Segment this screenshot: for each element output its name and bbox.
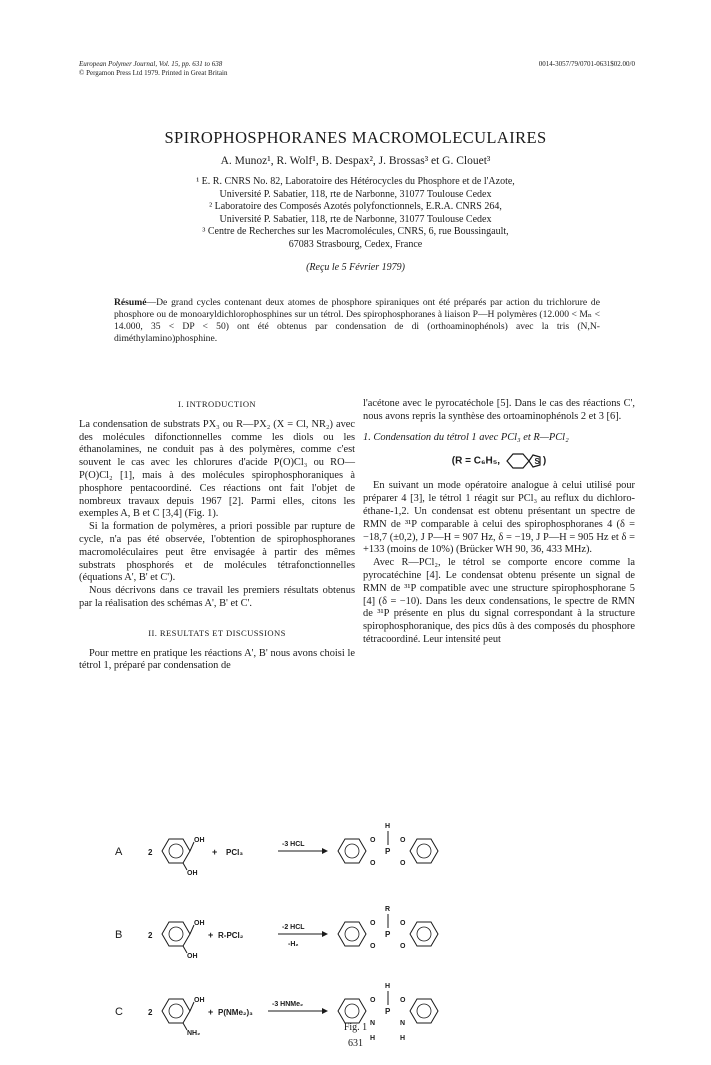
affiliation-line: 67083 Strasbourg, Cedex, France (288, 238, 423, 250)
section-heading-intro: I. INTRODUCTION (177, 399, 257, 409)
intro-paragraph-1: La condensation de substrats PX₃ ou R—PX₂ (X = Cl, NR₂) avec des molécules difonctionnelles comme les diols ou les éthanolamines, ne conduit pas à des polymères, comme c'est souvent le cas avec les chlorures d'acide P(O)Cl₃ ou RO—P(O)Cl₂ [1], mais à des molécules spirophosphoraniques à phosphore pentacoordiné. Ces réactions ont fait l'objet de nombreux travaux depuis 1967 [2]. Parmi elles, citons les exemples A, B et C [3,4] (Fig. 1). (79, 418, 355, 520)
svg-text:PCl₃: PCl₃ (226, 848, 244, 857)
scheme-row-c (115, 983, 438, 1042)
scheme-row-a (115, 823, 438, 877)
thiophene-ring-icon (503, 452, 543, 470)
svg-text:S: S (534, 457, 540, 467)
affiliation-line: ² Laboratoire des Composés Azotés polyfonctionnels, E.R.A. CNRS 264, (209, 201, 502, 213)
svg-text:P: P (385, 1007, 391, 1016)
affiliation-line: Université P. Sabatier, 118, rte de Narbonne, 31077 Toulouse Cedex (219, 188, 492, 200)
svg-text:R-PCl₂: R-PCl₂ (218, 931, 244, 940)
svg-text:O: O (370, 837, 376, 844)
svg-text:P: P (385, 930, 391, 939)
right-paragraph-1: En suivant un mode opératoire analogue à celui utilisé pour préparer 4 [3], le tétrol 1 réagit sur PCl₃ au reflux du dichloro-éthane-1,2. Un condensat est obtenu présentant un spectre de RMN de ³¹P comparable à celui des spirophosphoranes 4 (δ = −18,7 (±0,2), J P—H = 907 Hz, δ = −19, J P—H = 905 Hz et δ = +133 (moins de 10%) (Brücker WH 90, 36, 433 MHz). (363, 480, 635, 556)
svg-text:OH: OH (194, 997, 205, 1004)
affiliation-line: Université P. Sabatier, 118, rte de Narbonne, 31077 Toulouse Cedex (219, 213, 492, 225)
svg-text:OH: OH (194, 837, 205, 844)
subsection-heading: 1. Condensation du tétrol 1 avec PCl₃ et R—PCl₂ (363, 431, 569, 443)
scheme-row-b (115, 906, 438, 960)
abstract-text: —De grand cycles contenant deux atomes de phosphore spiraniques ont été préparés par action du trichlorure de phosphore ou de monoaryldichlorophosphines sur un tétrol. Des spirophosphoranes à liaison P—H polymères (12.000 < Mₙ < 14.000, 35 < DP < 50) ont été obtenus par condensation de di (orthoaminophénols) avec la tris (N,N-diméthylamino)phosphine. (114, 297, 600, 344)
svg-text:O: O (400, 920, 406, 927)
svg-text:OH: OH (187, 870, 198, 877)
svg-text:+: + (208, 930, 214, 940)
svg-text:P(NMe₂)₃: P(NMe₂)₃ (218, 1008, 253, 1017)
left-column (79, 398, 355, 673)
svg-text:A: A (115, 846, 123, 858)
svg-text:-3 HNMe₂: -3 HNMe₂ (272, 1001, 304, 1008)
svg-text:H: H (385, 823, 391, 830)
svg-text:O: O (400, 860, 406, 867)
abstract-label: Résumé (114, 297, 147, 308)
svg-text:+: + (212, 847, 218, 857)
figure-caption: Fig. 1 (343, 1022, 368, 1033)
svg-text:C: C (115, 1006, 123, 1018)
intro-paragraph-3: Nous décrivons dans ce travail les premiers résultats obtenus par la réalisation des schémas A', B' et C'. (79, 585, 355, 609)
svg-text:H: H (385, 983, 391, 990)
received-date: (Reçu le 5 Février 1979) (306, 262, 405, 273)
svg-text:P: P (385, 847, 391, 856)
svg-text:H: H (400, 1035, 406, 1042)
page-number: 631 (348, 1038, 363, 1049)
svg-text:-2 HCL: -2 HCL (282, 924, 305, 931)
article-code: 0014-3057/79/0701-0631$02.00/0 (538, 60, 635, 68)
affiliation-line: ³ Centre de Recherches sur les Macromolécules, CNRS, 6, rue Boussingault, (202, 226, 509, 238)
svg-text:O: O (370, 997, 376, 1004)
paper-title: SPIROPHOSPHORANES MACROMOLECULAIRES (164, 128, 547, 147)
right-paragraph-2: Avec R—PCl₂, le tétrol se comporte encore comme la pyrocatéchine [4]. Le condensat obtenu présente un signal de RMN de ³¹P compatible avec une structure spirophosphorane 5 [4] (δ = −10). Dans les deux condensations, le spectre de RMN de ³¹P présente en plus du signal correspondant à la structure spirophosphoranique, des pics dûs à des composés du phosphore tétracoordiné. Leur intensité peut (363, 557, 635, 645)
svg-text:N: N (400, 1020, 406, 1027)
svg-text:O: O (400, 997, 406, 1004)
r-formula: (R = C₆H₅, S ) (363, 452, 635, 470)
svg-text:O: O (400, 943, 406, 950)
section-heading-results: II. RESULTATS ET DISCUSSIONS (148, 627, 286, 638)
svg-text:O: O (370, 943, 376, 950)
affiliations (0, 176, 711, 252)
svg-text:2: 2 (148, 848, 153, 857)
svg-text:N: N (370, 1020, 376, 1027)
author-list: A. Munoz¹, R. Wolf¹, B. Despax², J. Brossas³ et G. Clouet³ (220, 155, 491, 167)
svg-text:OH: OH (187, 953, 198, 960)
svg-text:2: 2 (148, 1008, 153, 1017)
abstract (114, 297, 600, 345)
svg-text:+: + (208, 1007, 214, 1017)
journal-citation: European Polymer Journal, Vol. 15, pp. 631 to 638 © Pergamon Press Ltd 1979. Printed in Great Britain (79, 60, 228, 77)
svg-text:-H₂: -H₂ (288, 941, 299, 948)
affiliation-line: ¹ E. R. CNRS No. 82, Laboratoire des Hétérocycles du Phosphore et de l'Azote, (196, 176, 515, 187)
svg-text:-3 HCL: -3 HCL (282, 841, 305, 848)
svg-text:O: O (370, 920, 376, 927)
svg-text:NH₂: NH₂ (187, 1030, 201, 1037)
results-paragraph-1: Pour mettre en pratique les réactions A', B' nous avons choisi le tétrol 1, préparé par condensation de (79, 647, 355, 672)
right-column (363, 398, 635, 647)
svg-text:R: R (385, 906, 391, 913)
svg-text:B: B (115, 929, 123, 941)
svg-text:H: H (370, 1035, 376, 1042)
right-paragraph-0: l'acétone avec le pyrocatéchole [5]. Dans le cas des réactions C', nous avons repris la synthèse des ortoaminophénols 2 et 3 [6]. (363, 398, 635, 422)
svg-text:2: 2 (148, 931, 153, 940)
svg-text:O: O (370, 860, 376, 867)
svg-text:OH: OH (194, 920, 205, 927)
intro-paragraph-2: Si la formation de polymères, a priori possible par rupture de cycle, n'a pas été observée, l'obtention de spirophosphoranes macromoléculaires peut être envisagée à partir des mêmes substrats phosphorés et de molécules tétrafonctionnelles (équations A', B' et C'). (79, 521, 355, 584)
svg-text:O: O (400, 837, 406, 844)
